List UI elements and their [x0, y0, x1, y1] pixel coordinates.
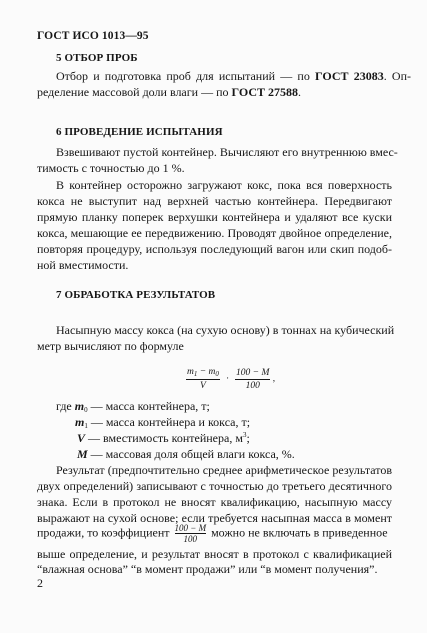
definition: — вместимость контейнера, м [85, 431, 243, 445]
result-line-5 [37, 523, 388, 544]
definition: — масса контейнера и кокса, т; [87, 415, 251, 429]
section-6-title: 6 ПРОВЕДЕНИЕ ИСПЫТАНИЯ [56, 126, 223, 138]
section-5-title: 5 ОТБОР ПРОБ [56, 52, 138, 64]
numerator: 100 − M [236, 367, 270, 378]
fraction-mass-over-volume [186, 367, 220, 391]
definition: — массовая доля общей влаги кокса, %. [87, 447, 295, 461]
text-run: можно не включать в приведенное [208, 525, 388, 540]
multiply-dot: · [226, 374, 229, 384]
text-run: ; [246, 431, 250, 445]
text-run: продажи, то коэффициент [37, 525, 173, 540]
text-run: . Оп- [383, 69, 411, 83]
text-run: Отбор и подготовка проб для испытаний — по [56, 69, 316, 83]
section-6-p2-line-1: В контейнер осторожно загружают кокс, пока вся поверхность [56, 178, 392, 192]
result-line-1: Результат (предпочтительно среднее арифметическое результатов [56, 463, 392, 477]
formula-comma: , [272, 374, 276, 384]
denominator: 100 [183, 534, 198, 544]
section-6-p2-line-2: кокса не выступит над верхней частью контейнера. Передвигают [37, 194, 392, 208]
section-7-intro-line-1: Насыпную массу кокса (на сухую основу) в тоннах на кубический [56, 323, 395, 337]
section-5-line-2 [37, 85, 301, 100]
symbol: − m [197, 367, 216, 377]
denominator: V [200, 381, 206, 391]
subscript: 0 [84, 406, 88, 414]
symbol: m [75, 415, 85, 429]
section-7-title: 7 ОБРАБОТКА РЕЗУЛЬТАТОВ [56, 289, 216, 301]
section-6-p2-line-5: повторяя процедуру, используя последующий вагон или скип подоб- [37, 242, 392, 256]
document-header: ГОСТ ИСО 1013—95 [37, 30, 149, 42]
where-item-m0 [56, 399, 210, 414]
result-line-7: “влажная основа” “в момент продажи” или “в момент получения”. [37, 562, 378, 576]
numerator: 100 − M [174, 523, 207, 533]
result-line-3: знака. Если в протокол не вносят квалификацию, насыпную массу [37, 495, 392, 509]
section-6-p2-line-4: кокса, мешающие ее передвижению. Проводят двойное определение, [37, 226, 392, 240]
text-run: ределение массовой доли влаги — по [37, 85, 232, 99]
definition: — масса контейнера, т; [87, 399, 210, 413]
section-6-p1-line-1: Взвешивают пустой контейнер. Вычисляют его внутреннюю вмес- [56, 145, 398, 159]
subscript: 0 [215, 370, 219, 378]
subscript: 1 [84, 422, 88, 430]
page-number: 2 [37, 576, 43, 590]
denominator: 100 [245, 380, 260, 391]
section-7-intro-line-2: метр вычисляют по формуле [37, 339, 184, 353]
where-lead: где [56, 399, 75, 413]
section-5-line-1 [56, 69, 411, 84]
result-line-4: выражают на сухой основе; если требуется насыпная масса в момент [37, 511, 392, 525]
text-run: . [298, 85, 302, 99]
subscript: 1 [193, 370, 198, 378]
bulk-density-formula [186, 367, 275, 391]
numerator [186, 367, 220, 380]
symbol: m [187, 367, 194, 377]
superscript: 3 [242, 431, 247, 439]
where-item-m [77, 447, 295, 462]
result-line-6: выше определение, и результат вносят в протокол с квалификацией [37, 547, 392, 561]
result-line-2: двух определений) записывают с точностью до третьего десятичного [37, 479, 392, 493]
symbol: M [77, 447, 88, 461]
where-item-v [77, 431, 250, 446]
section-6-p2-line-6: ной вместимости. [37, 258, 129, 272]
symbol: m [74, 399, 85, 413]
where-item-m1 [75, 415, 250, 430]
symbol: V [77, 431, 86, 445]
standard-ref: ГОСТ 27588 [231, 85, 299, 99]
section-6-p2-line-3: прямую планку поперек верхушки контейнера и удаляют все куски [37, 210, 392, 224]
fraction-dry-basis [235, 368, 270, 391]
inline-fraction [175, 523, 207, 544]
standard-ref: ГОСТ 23083 [315, 69, 384, 83]
section-6-p1-line-2: тимость с точностью до 1 %. [37, 161, 185, 175]
